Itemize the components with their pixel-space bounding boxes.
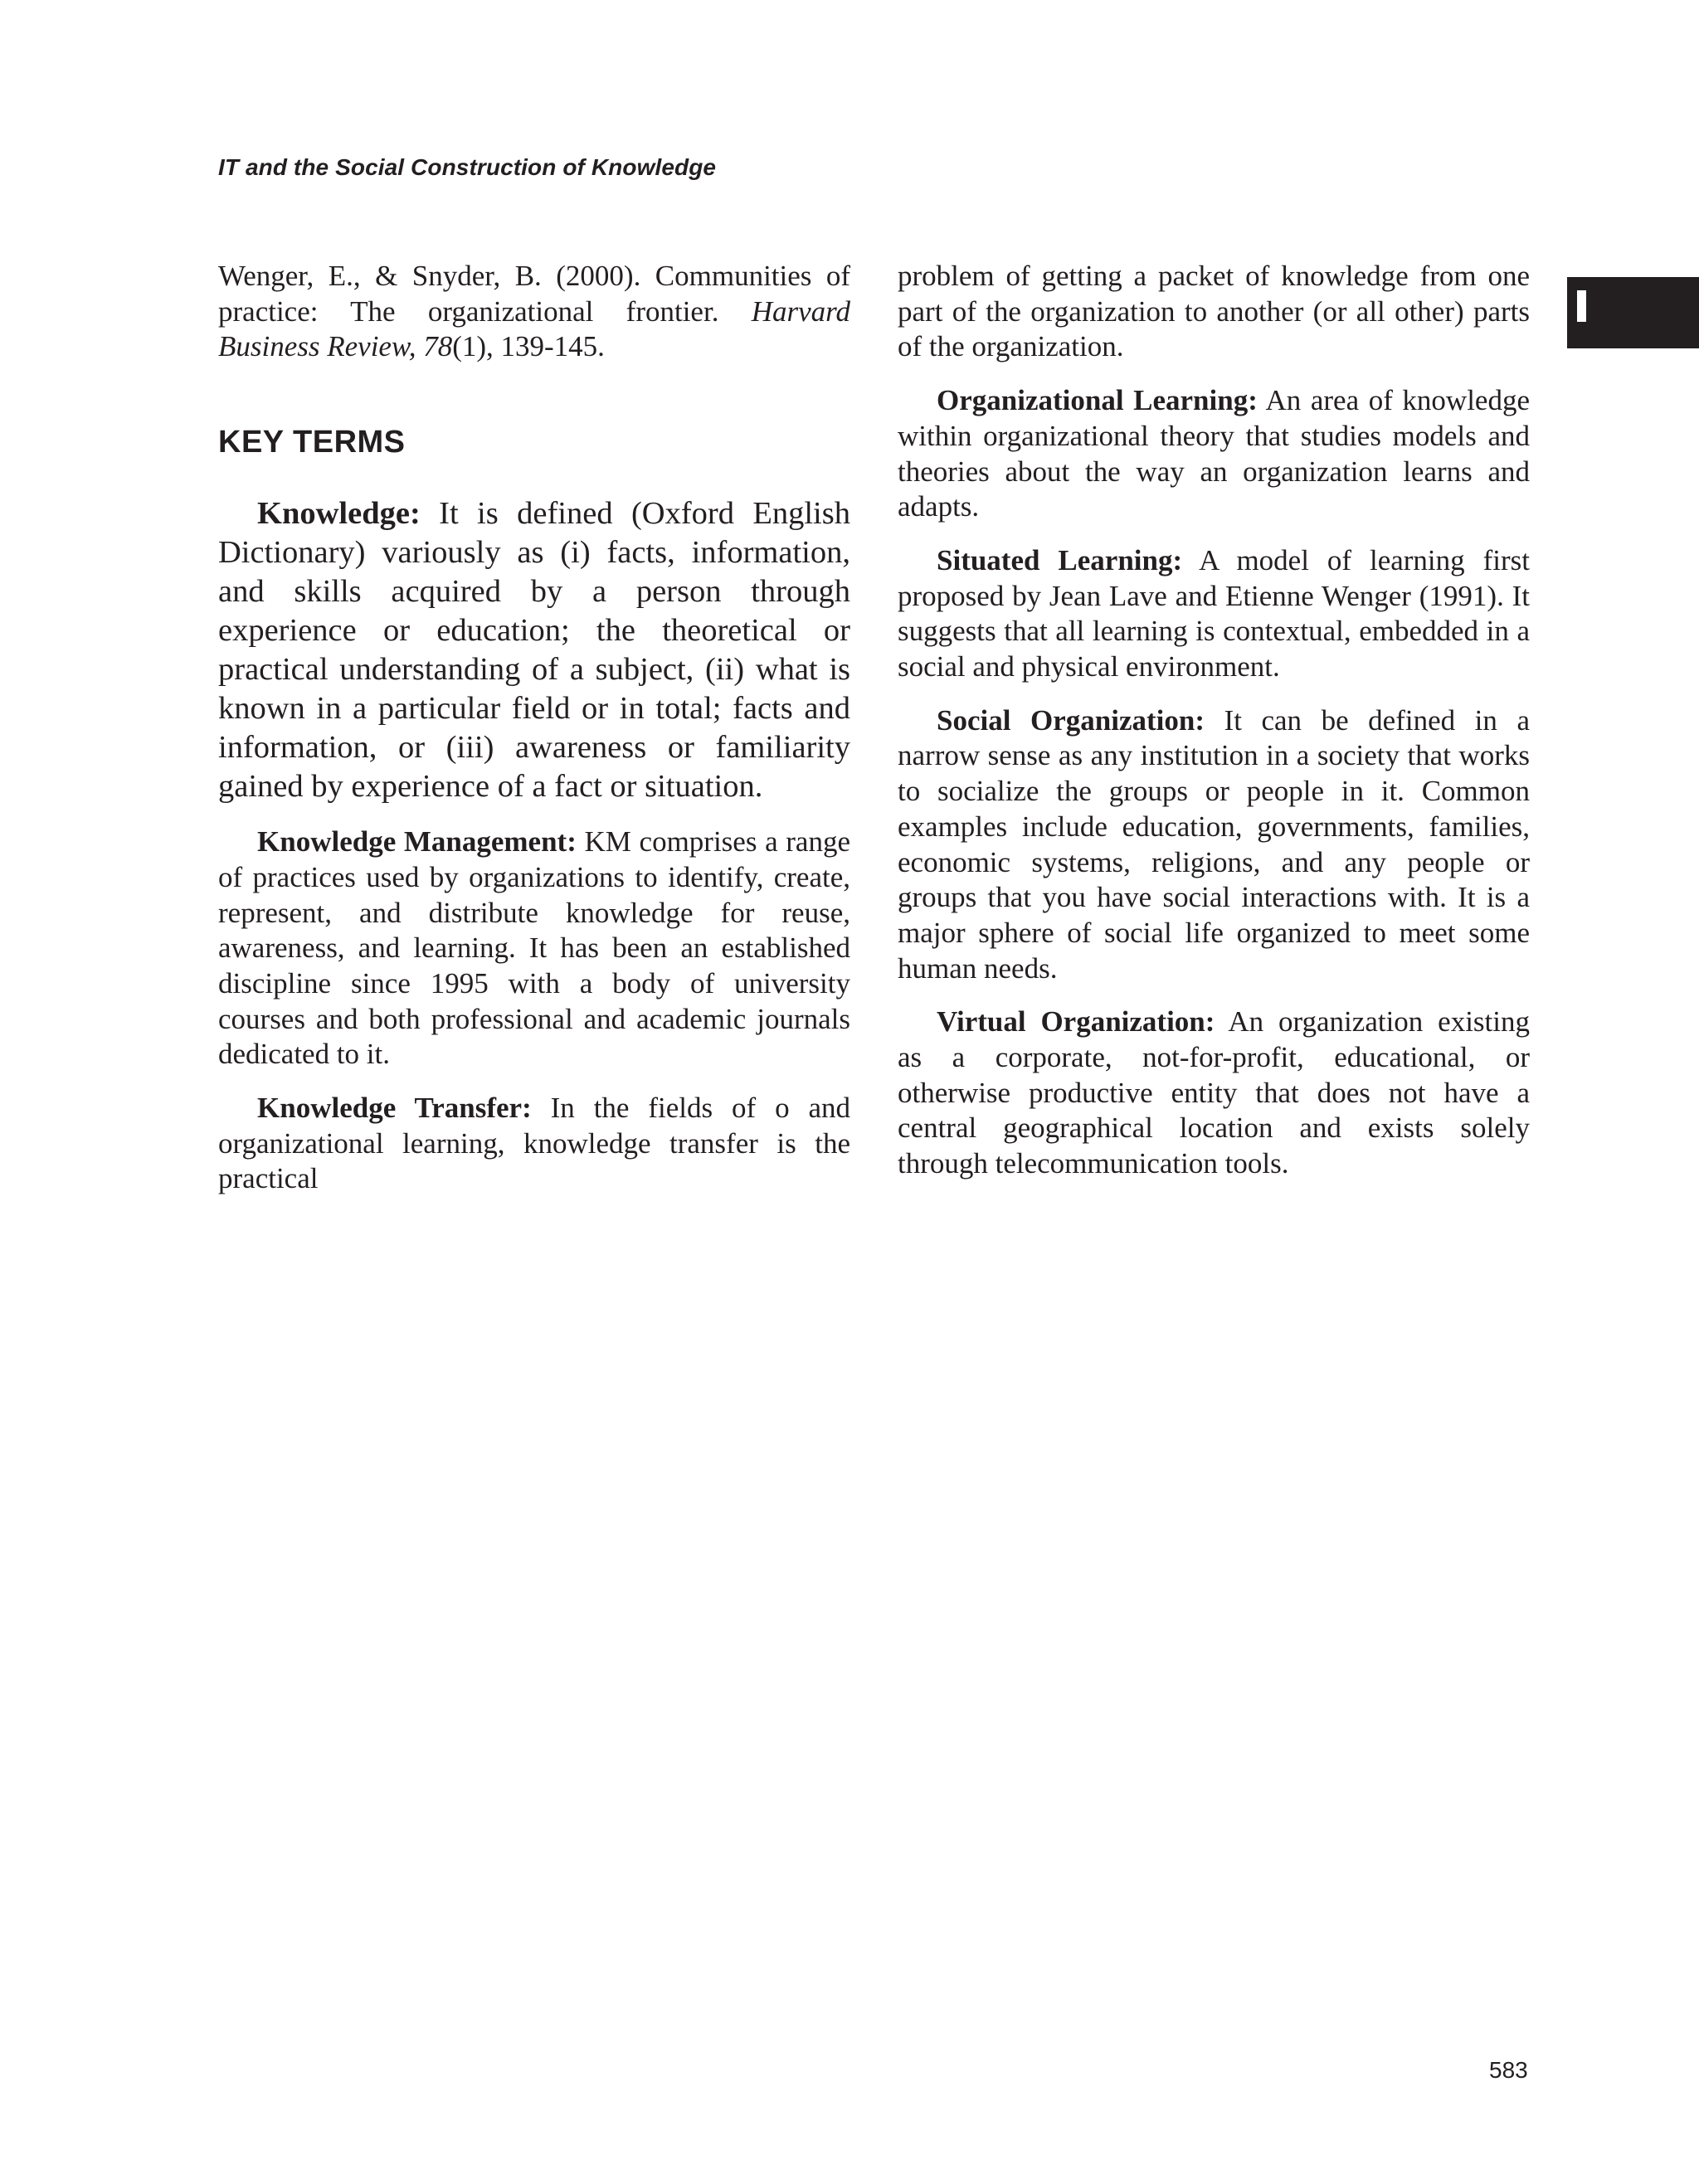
term-name: Knowledge: [257,496,421,532]
key-term-organizational-learning [898,383,1530,525]
right-column [898,259,1530,1182]
term-name: Knowledge Management: [257,825,577,859]
key-terms-heading: KEY TERMS [218,425,406,460]
term-definition: In the fields of o and organizational learning, knowledge transfer is the practical [218,1092,850,1195]
key-term-knowledge-management [218,824,850,1073]
running-title: IT and the Social Construction of Knowledge [218,154,717,180]
term-definition: A model of learning first proposed by Jean Lave and Etienne Wenger (1991). It suggests that all learning is contextual, embedded in a social and physical environment. [898,543,1530,683]
thumb-index-mark [1577,290,1586,322]
term-definition: It is defined (Oxford English Dictionary) variously as (i) facts, information, and skills acquired by a person through experience or education; the theoretical or practical understanding of a subject, (ii) what is known in a particular field or in total; facts and information, or (iii) awareness or familiarity gained by experience of a fact or situation. [218,496,850,805]
reference-authors-title: Wenger, E., & Snyder, B. (2000). Communities of practice: The organizational frontier. [218,260,850,328]
reference-issue-pages: (1), 139-145. [452,330,605,363]
term-name: Social Organization: [937,703,1205,737]
term-name: Knowledge Transfer: [257,1092,532,1125]
key-term-knowledge [218,494,850,806]
term-definition: It can be defined in a narrow sense as any institution in a society that works to socialize the groups or people in it. Common examples include education, governments, families, economic systems, religions, and any people or groups that you have social interactions with. It is a major sphere of social life organized to meet some human needs. [898,703,1530,985]
reference-journal: Harvard Business Review, 78 [218,294,850,363]
term-definition: An organization existing as a corporate, not-for-profit, educational, or otherwise productive entity that does not have a central geographical location and exists solely through telecommunication tools. [898,1005,1530,1180]
term-name: Organizational Learning: [937,384,1258,417]
key-term-virtual-organization [898,1004,1530,1182]
left-column [218,259,850,1197]
term-name: Situated Learning: [937,543,1183,576]
term-name: Virtual Organization: [937,1005,1215,1038]
page-number: 583 [1489,2057,1528,2083]
key-term-knowledge-transfer-continued: problem of getting a packet of knowledge from one part of the organization to another (or all other) parts of the organization. [898,260,1530,363]
term-definition: KM comprises a range of practices used by organizations to identify, create, represent, and distribute knowledge for reuse, awareness, and learning. It has been an established discipline since 1995 with a body of university courses and both professional and academic journals dedicated to it. [218,825,850,1071]
key-term-social-organization [898,703,1530,987]
key-term-knowledge-transfer [218,1091,850,1197]
key-term-situated-learning [898,543,1530,685]
term-definition: An area of knowledge within organizational theory that studies models and theories about the way an organization learns and adapts. [898,384,1530,523]
thumb-index-tab [1567,277,1699,348]
reference-entry [218,259,850,365]
